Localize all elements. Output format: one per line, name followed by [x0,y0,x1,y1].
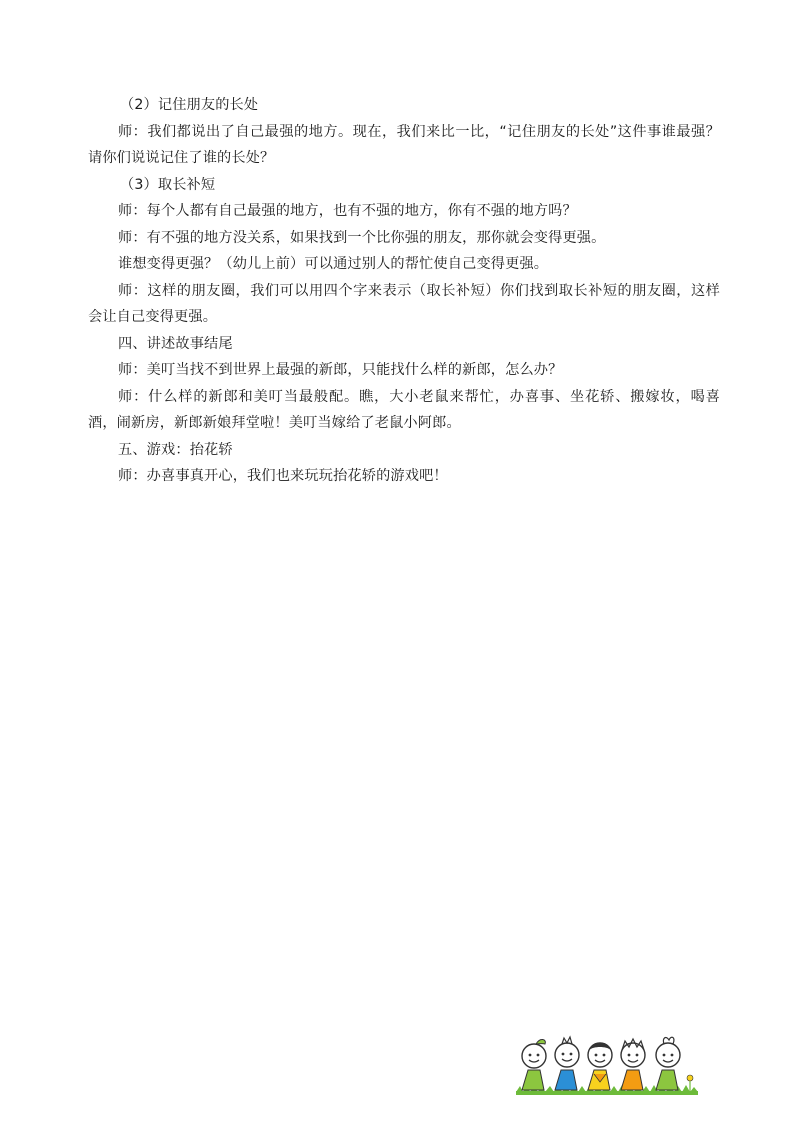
section-heading-game: 五、游戏：抬花轿 [118,441,233,458]
paragraph: 师：我们都说出了自己最强的地方。现在，我们来比一比，“记住朋友的长处”这件事谁最强？请你们说说记住了谁的长处？ [88,123,720,166]
paragraph: 师：有不强的地方没关系，如果找到一个比你强的朋友，那你就会变得更强。 [118,229,606,246]
section-heading-story-ending: 四、讲述故事结尾 [118,335,233,352]
document-body [88,92,720,490]
paragraph: 师：这样的朋友圈，我们可以用四个字来表示（取长补短）你们找到取长补短的朋友圈，这样会让自己变得更强。 [88,282,720,325]
cartoon-kids-icon [514,1028,700,1096]
paragraph: 谁想变得更强？（幼儿上前）可以通过别人的帮忙使自己变得更强。 [118,256,549,272]
subheading-learn-from-others: （3）取长补短 [120,176,216,193]
paragraph: 师：什么样的新郎和美叮当最般配。瞧，大小老鼠来帮忙，办喜事、坐花轿、搬嫁妆，喝喜酒，闹新房，新郎新娘拜堂啦！美叮当嫁给了老鼠小阿郎。 [88,388,720,431]
paragraph: 师：美叮当找不到世界上最强的新郎，只能找什么样的新郎，怎么办？ [118,362,563,378]
paragraph: 师：每个人都有自己最强的地方，也有不强的地方，你有不强的地方吗？ [118,203,577,219]
subheading-remember-strengths: （2）记住朋友的长处 [120,97,259,113]
paragraph: 师：办喜事真开心，我们也来玩玩抬花轿的游戏吧！ [118,468,448,484]
